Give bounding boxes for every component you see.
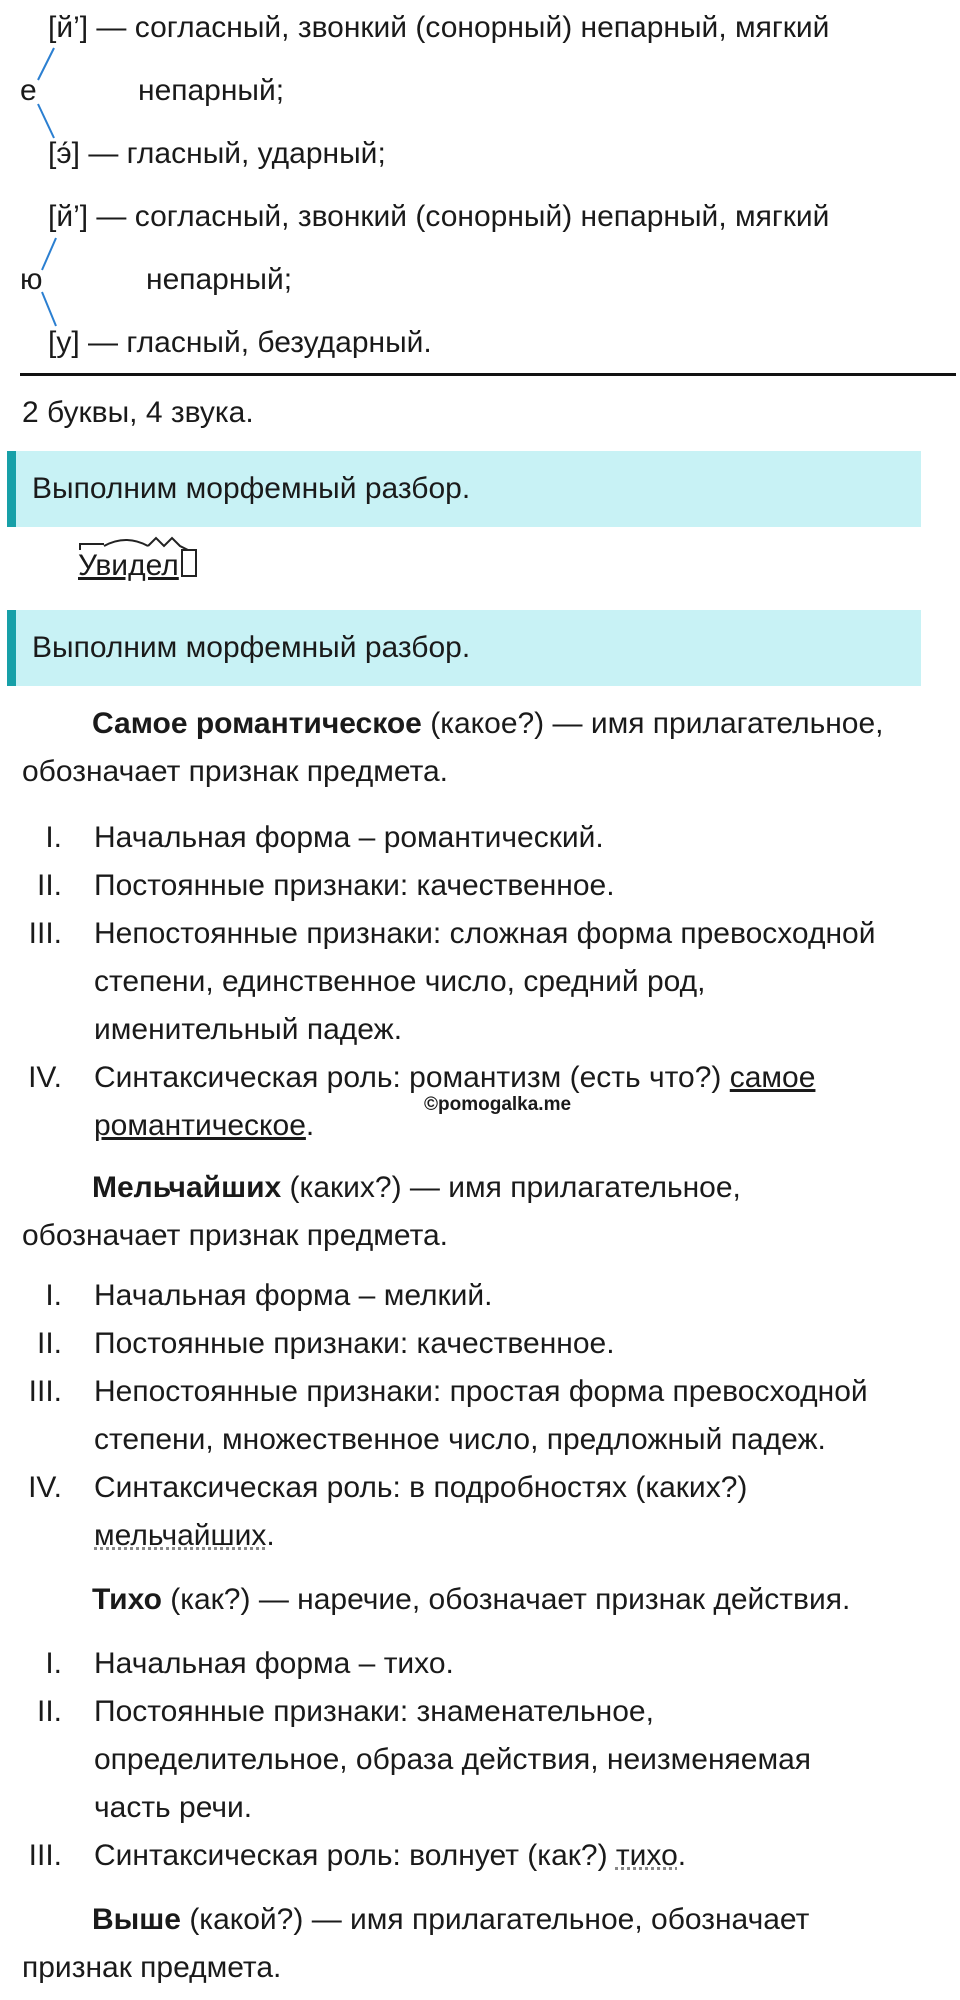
list-text: Постоянные признаки: качественное.: [94, 1327, 615, 1360]
brace-e-up: [38, 48, 54, 80]
list-text-part: .: [305, 1109, 315, 1142]
word2-heading-rest: (каких?) — имя прилагательное,: [281, 1171, 741, 1204]
word2-heading-line2: обозначает признак предмета.: [22, 1219, 448, 1252]
word4-heading-rest: (какой?) — имя прилагательное, обозначает: [180, 1903, 810, 1936]
list-item: [20, 1368, 950, 1464]
list-number: I.: [45, 821, 62, 854]
list-item: [20, 814, 950, 862]
word2-list: [20, 1272, 950, 1560]
word1-heading-line2: обозначает признак предмета.: [22, 755, 448, 788]
word3-heading-rest: (как?) — наречие, обозначает признак действия.: [161, 1583, 851, 1616]
list-text: именительный падеж.: [94, 1013, 403, 1046]
list-item: [20, 1320, 950, 1368]
list-item: [20, 1272, 950, 1320]
list-text: Синтаксическая роль: в подробностях (каких?): [94, 1471, 748, 1504]
list-text: [94, 1512, 950, 1560]
section-banner-2-text: Выполним морфемный разбор.: [32, 631, 471, 664]
list-text: Начальная форма – тихо.: [94, 1647, 454, 1680]
list-item: [20, 1832, 950, 1880]
word4-heading: [92, 1896, 809, 1944]
list-number: III.: [28, 1375, 62, 1408]
word1-heading: [92, 700, 884, 748]
list-item: [20, 1688, 950, 1832]
section-banner-1: [7, 451, 921, 527]
word1-heading-rest: (какое?) — имя прилагательное,: [421, 707, 884, 740]
word4-bold: Выше: [92, 1903, 181, 1936]
list-text: Начальная форма – романтический.: [94, 821, 604, 854]
word3-heading: [92, 1576, 850, 1624]
section-banner-1-text: Выполним морфемный разбор.: [32, 472, 471, 505]
list-text: Начальная форма – мелкий.: [94, 1279, 493, 1312]
morpheme-word: [78, 546, 197, 586]
word3-list: [20, 1640, 950, 1880]
list-text: определительное, образа действия, неизменяемая: [94, 1743, 812, 1776]
brace-e-down: [38, 104, 54, 138]
underlined-word: тихо: [615, 1839, 678, 1872]
list-text: Непостоянные признаки: сложная форма превосходной: [94, 917, 876, 950]
list-number: IV.: [28, 1061, 62, 1094]
phonetic-line-yu-consonant: [й’] — согласный, звонкий (сонорный) непарный, мягкий: [48, 200, 830, 233]
list-text-part: .: [266, 1519, 275, 1552]
word4-heading-line2: признак предмета.: [22, 1951, 282, 1984]
word1-bold: Самое романтическое: [92, 707, 422, 740]
list-number: I.: [45, 1647, 62, 1680]
brace-yu-down: [42, 292, 56, 326]
list-number: III.: [28, 917, 62, 950]
separator-rule: [20, 373, 956, 376]
watermark: ©pomogalka.me: [424, 1094, 572, 1115]
list-text: часть речи.: [94, 1791, 253, 1824]
list-item: [20, 862, 950, 910]
list-text: [94, 1832, 950, 1880]
phonetic-line-yu-vowel: [у] — гласный, безударный.: [48, 326, 432, 359]
list-number: III.: [28, 1839, 62, 1872]
list-number: II.: [36, 1695, 62, 1728]
list-text: Постоянные признаки: знаменательное,: [94, 1695, 654, 1728]
brace-yu-up: [42, 238, 56, 270]
list-number: I.: [45, 1279, 62, 1312]
list-text: степени, множественное число, предложный падеж.: [94, 1423, 826, 1456]
list-item: [20, 910, 950, 1054]
list-text-part: Синтаксическая роль: романтизм (есть что?): [94, 1061, 730, 1094]
list-text-part: .: [677, 1839, 687, 1872]
phonetic-line-yu-cont: непарный;: [146, 263, 293, 296]
list-item: [20, 1640, 950, 1688]
underlined-word: романтическое: [94, 1109, 306, 1142]
phonetic-brace-lines: [0, 0, 960, 380]
list-text: Непостоянные признаки: простая форма превосходной: [94, 1375, 868, 1408]
phonetic-line-e-cont: непарный;: [138, 74, 285, 107]
list-text: степени, единственное число, средний род,: [94, 965, 706, 998]
morpheme-diagram: [78, 536, 218, 596]
list-text-part: Синтаксическая роль: волнует (как?): [94, 1839, 616, 1872]
section-banner-2: [7, 610, 921, 686]
phonetic-letter-e: е: [20, 74, 37, 107]
phonetic-letter-yu: ю: [20, 263, 43, 296]
word2-heading: [92, 1164, 741, 1212]
underlined-word: мельчайших: [94, 1519, 267, 1552]
underlined-word: самое: [729, 1061, 816, 1094]
word2-bold: Мельчайших: [92, 1171, 282, 1204]
morpheme-word-text: Увидел: [78, 549, 179, 582]
list-number: IV.: [28, 1471, 62, 1504]
ending-box: [181, 549, 197, 577]
list-number: II.: [36, 1327, 62, 1360]
list-item: [20, 1464, 950, 1560]
word3-bold: Тихо: [92, 1583, 162, 1616]
list-text: Постоянные признаки: качественное.: [94, 869, 615, 902]
phonetic-line-e-vowel: [э́] — гласный, ударный;: [48, 137, 386, 170]
summary-text: 2 буквы, 4 звука.: [22, 396, 254, 429]
phonetic-line-e-consonant: [й’] — согласный, звонкий (сонорный) непарный, мягкий: [48, 11, 830, 44]
list-number: II.: [36, 869, 62, 902]
